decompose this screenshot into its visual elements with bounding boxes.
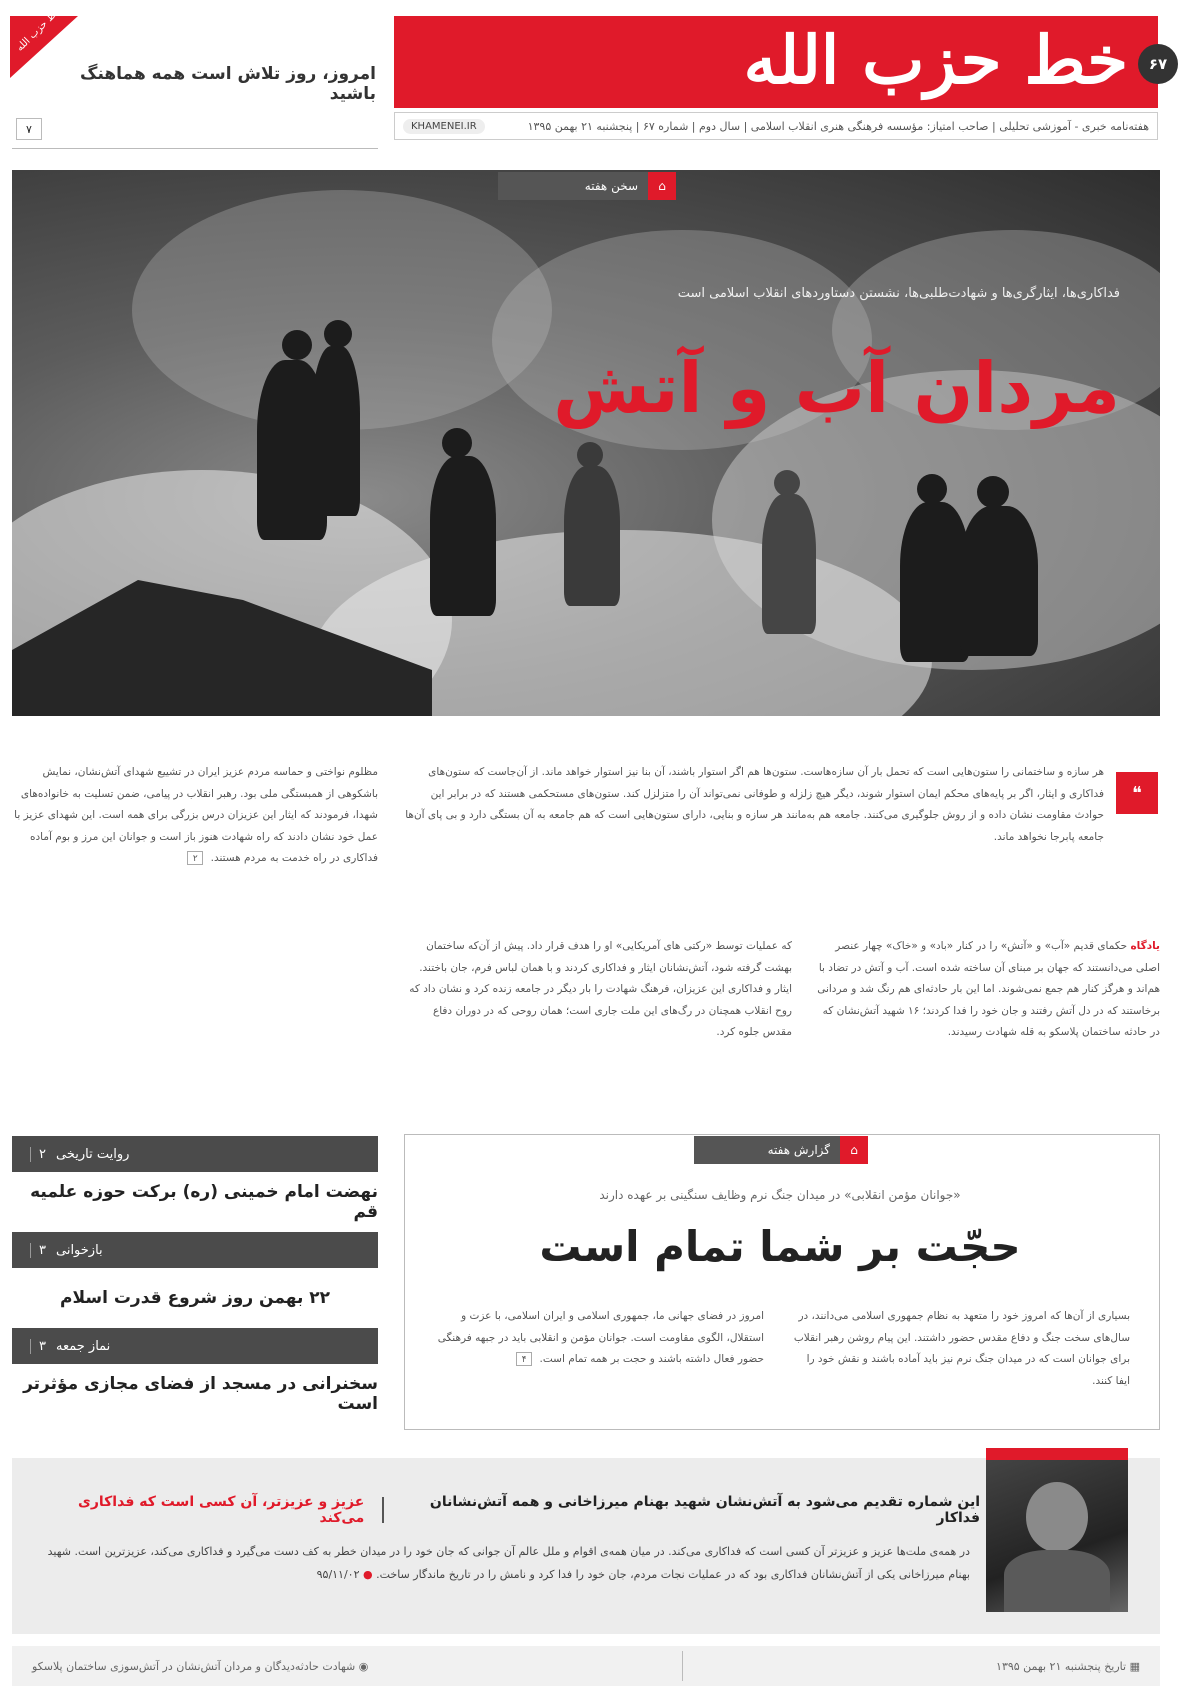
- footer-caption: [32, 1660, 368, 1673]
- side-box-list: [12, 1136, 378, 1424]
- side-box-section: بازخوانی: [55, 1242, 103, 1258]
- footer-caption-text: شهادت حادثه‌دیدگان و مردان آتش‌نشان در آتش‌سوزی ساختمان پلاسکو: [32, 1659, 356, 1673]
- divider: [382, 1497, 384, 1523]
- hero-section-tag[interactable]: [498, 172, 676, 200]
- report-headline[interactable]: حجّت بر شما تمام است: [539, 1222, 1021, 1271]
- side-box-section: روایت تاریخی: [55, 1146, 130, 1162]
- article-col-left: [12, 762, 378, 870]
- report-col-right: بسیاری از آن‌ها که امروز خود را متعهد به نظام جمهوری اسلامی می‌دانند، در سال‌های سخت جنگ و دفاع مقدس حضور داشتند. این پیام روشن رهبر انقلاب برای جوانان است که در میدان جنگ نرم نیز باید آماده باشند و نقش خود را ایفا کنند.: [793, 1310, 1130, 1387]
- report-section-label: گزارش هفته: [767, 1143, 830, 1157]
- side-box-header[interactable]: [12, 1232, 378, 1268]
- issue-number-badge: ۶۷: [1138, 44, 1178, 84]
- article-col-left-text: مظلوم نواختی و حماسه مردم عزیز ایران در تشییع شهدای آتش‌نشان، نمایش باشکوهی از همبستگی ملی بود. رهبر انقلاب در پیامی، ضمن تسلیت به خانواده‌های شهدا، فرمودند که ایثار این عزیزان درس بزرگی برای همه است. این شهدای عزیز با عمل خود نشان دادند که راه شهادت هنوز باز است و جوانان این مرز و بوم آماده فداکاری در راه خدمت به مردم هستند.: [14, 766, 378, 864]
- flame-icon: ⌂: [840, 1136, 868, 1164]
- footer-date-text: تاریخ پنجشنبه ۲۱ بهمن ۱۳۹۵: [996, 1659, 1127, 1673]
- tribute-body: [30, 1540, 970, 1586]
- masthead-title: خط حزب الله: [743, 21, 1128, 99]
- side-box-title[interactable]: سخنرانی در مسجد از فضای مجازی مؤثرتر است: [23, 1374, 378, 1414]
- continue-page-marker[interactable]: ۴: [516, 1352, 532, 1366]
- report-col-left: [424, 1306, 764, 1371]
- side-box-header[interactable]: [12, 1328, 378, 1364]
- portrait-photo: [986, 1448, 1128, 1612]
- article-col-right: [812, 936, 1160, 1044]
- continue-page-marker[interactable]: ۲: [187, 851, 203, 865]
- report-section-tag[interactable]: [694, 1136, 868, 1164]
- motto-page-number[interactable]: ۷: [16, 118, 42, 140]
- subline-text: هفته‌نامه خبری - آموزشی تحلیلی | صاحب امتیاز: مؤسسه فرهنگی هنری انقلاب اسلامی | سال دوم | شماره ۶۷ | پنجشنبه ۲۱ بهمن ۱۳۹۵: [527, 119, 1149, 133]
- flame-icon: ⌂: [648, 172, 676, 200]
- side-box-page: ۳: [30, 1243, 46, 1258]
- article-col-middle: که عملیات توسط «رکتی های آمریکایی» او را هدف قرار داد. پیش از آن‌که ساختمان بهشت گرفته شود، آتش‌نشانان ایثار و فداکاری کردند و با همان لباس فرم، جان باختند. ایثار و فداکاری این عزیزان، فرهنگ شهادت را بار دیگر در جامعه زنده کرد و نشان داد که روح انقلاب همچنان در رگ‌های این ملت جاری است؛ همان روحی که در دوران دفاع مقدس جلوه کرد.: [409, 940, 792, 1038]
- tribute-title: عزیز و عزیزتر، آن کسی است که فداکاری می‌کند: [78, 1494, 365, 1526]
- hero-section-label: سخن هفته: [584, 179, 638, 193]
- article-col-tag: یادگاه: [1130, 940, 1160, 952]
- side-box-page: ۳: [30, 1339, 46, 1354]
- corner-tag-text: خط حزب الله: [14, 5, 64, 54]
- article-col-right-text: حکمای قدیم «آب» و «آتش» را در کنار «باد» و «خاک» چهار عنصر اصلی می‌دانستند که جهان بر مبنای آن ساخته شده است. آب و آتش در تضاد با هم‌اند و هرگز کنار هم جمع نمی‌شوند. اما این بار حادثه‌ای هم رنگ شد و مردانی برخاستند که در دل آتش رفتند و جان خود را فدا کردند؛ ۱۶ شهید آتش‌نشان که در حادثه ساختمان پلاسکو به قله شهادت رسیدند.: [817, 940, 1160, 1038]
- tribute-body-text: در همه‌ی ملت‌ها عزیز و عزیزتر آن کسی است که فداکاری می‌کند. در میان همه‌ی اقوام و ملل عالم آن جوانی که جان خود را در میدان خطر به کف دست می‌گیرد و فداکاری می‌کند، عزیزترین است. شهید بهنام میرزاخانی یکی از آتش‌نشانان فداکاری بود که در عملیات نجات مردم، جان خود را فدا کرد و نامش را در تاریخ ماندگار ساخت.: [47, 1545, 970, 1581]
- quote-icon: ❝: [1116, 772, 1158, 814]
- tribute-dedication: این شماره تقدیم می‌شود به آتش‌نشان شهید بهنام میرزاخانی و همه آتش‌نشانان فداکار: [429, 1494, 981, 1526]
- hero-photo: [12, 170, 1160, 716]
- report-col-left-text: امروز در فضای جهانی ما، جمهوری اسلامی و ایران اسلامی، با عزت و استقلال، الگوی مقاومت است. جوانان مؤمن و انقلابی باید در جبهه فرهنگی حضور فعال داشته باشند و حجت بر همه تمام است.: [437, 1310, 764, 1365]
- calendar-icon: ▦: [1129, 1659, 1140, 1673]
- side-box-title[interactable]: ۲۲ بهمن روز شروع قدرت اسلام: [60, 1288, 331, 1308]
- side-box-header[interactable]: [12, 1136, 378, 1172]
- hero-kicker: فداکاری‌ها، ایثارگری‌ها و شهادت‌طلبی‌ها، نشستن دستاوردهای انقلاب اسلامی است: [677, 286, 1120, 301]
- side-box-section: نماز جمعه: [55, 1338, 111, 1354]
- flame-icon: ◉: [358, 1659, 369, 1673]
- tribute-date: ۹۵/۱۱/۰۲: [316, 1568, 360, 1581]
- bullet-icon: ●: [363, 1568, 373, 1581]
- report-kicker: «جوانان مؤمن انقلابی» در میدان جنگ نرم وظایف سنگینی بر عهده دارند: [599, 1188, 961, 1202]
- site-logo[interactable]: KHAMENEI.IR: [403, 119, 485, 134]
- motto-headline: امروز، روز تلاش است همه هماهنگ باشید: [80, 64, 376, 104]
- footer-date: [996, 1660, 1140, 1673]
- side-box-title[interactable]: نهضت امام خمینی (ره) برکت حوزه علمیه قم: [30, 1182, 378, 1222]
- masthead-subline: [394, 112, 1158, 140]
- divider: [682, 1651, 683, 1681]
- masthead: [394, 16, 1158, 108]
- divider: [12, 148, 378, 149]
- footer: [12, 1646, 1160, 1686]
- hero-headline[interactable]: مردان آب و آتش: [553, 347, 1120, 429]
- side-box-page: ۲: [30, 1147, 46, 1162]
- tribute-titles: [40, 1494, 980, 1526]
- article-intro: هر سازه و ساختمانی را ستون‌هایی است که تحمل بار آن سازه‌هاست. ستون‌ها هم اگر استوار باشند، آن بنا نیز استوار خواهد ماند. از آن‌جاست که ستون‌های فداکاری و ایثار، اگر بر پایه‌های محکم ایمان استوار شوند، دیگر هیچ زلزله و طوفانی نمی‌تواند آن را متزلزل کند. ستون‌های مستحکمی هستند که در برابر این حوادث مقاومت نشان داده و از روش جلوگیری می‌کنند. جامعه هم به‌مانند هر سازه و بنایی، دارای ستون‌هایی است که هم جامعه به آن بستگی دارد و بی پای آن‌ها جامعه پابرجا نخواهد ماند.: [405, 766, 1104, 843]
